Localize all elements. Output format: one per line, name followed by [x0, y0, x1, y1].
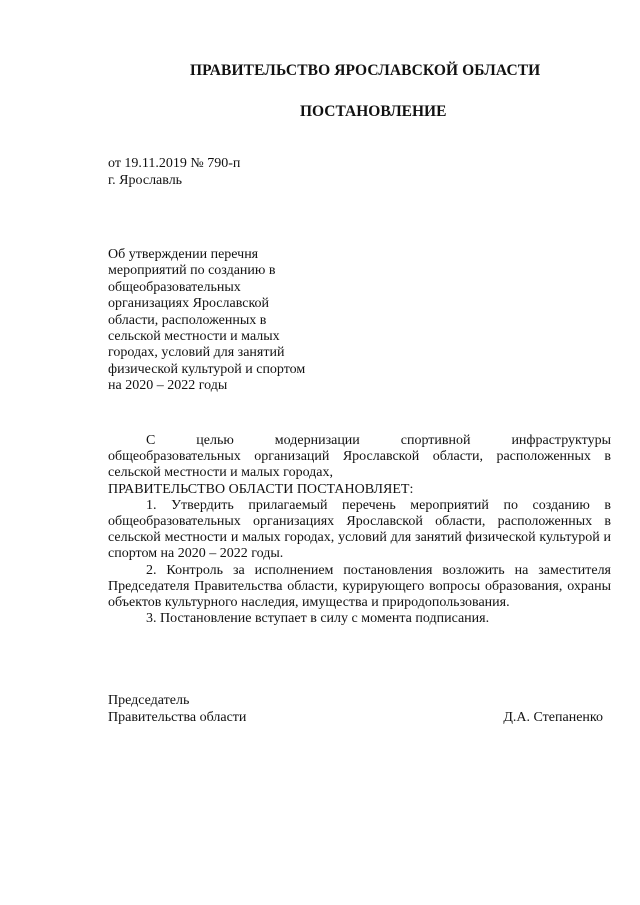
preamble-paragraph: общеобразовательных организаций Ярославской области, расположенных в сельской местности и малых городах,: [108, 449, 611, 481]
subject-line: мероприятий по созданию в: [108, 263, 276, 279]
issue-city: г. Ярославль: [108, 173, 183, 188]
preamble-first-line: [108, 433, 611, 449]
decree-item-3: 3. Постановление вступает в силу с момента подписания.: [146, 611, 490, 627]
date-and-number: от 19.11.2019 № 790-п: [108, 156, 241, 171]
signatory-name: Д.А. Степаненко: [503, 710, 603, 725]
signature-row: [108, 709, 611, 726]
subject-line: общеобразовательных: [108, 279, 241, 295]
signatory-title-line1: Председатель: [108, 693, 190, 708]
document-meta: [108, 155, 240, 189]
subject-line: области, расположенных в: [108, 312, 267, 328]
decree-item-1: 1. Утвердить прилагаемый перечень мероприятий по созданию в общеобразовательных организациях Ярославской области, расположенных в сельской местности и малых городах, условий для занятий физической культурой и спортом на 2020 – 2022 годы.: [108, 497, 611, 562]
organization-title: ПРАВИТЕЛЬСТВО ЯРОСЛАВСКОЙ ОБЛАСТИ: [190, 62, 541, 79]
document-type-heading: ПОСТАНОВЛЕНИЕ: [300, 103, 447, 120]
subject-line: организациях Ярославской: [108, 296, 270, 312]
decree-item-2: 2. Контроль за исполнением постановления возложить на заместителя Председателя Правительства области, курирующего вопросы образования, охраны объектов культурного наследия, имущества и природопользования.: [108, 562, 611, 611]
preamble-word: спортивной: [400, 433, 471, 448]
signatory-title-line2: Правительства области: [108, 710, 247, 725]
preamble-word: целью: [196, 433, 234, 448]
signature-block: [108, 692, 611, 726]
subject-line: Об утверждении перечня: [108, 247, 259, 262]
document-body: [108, 433, 611, 627]
preamble-word: инфраструктуры: [511, 433, 611, 448]
subject-line: на 2020 – 2022 годы: [108, 378, 228, 394]
subject-line: городах, условий для занятий: [108, 345, 285, 361]
preamble-word: С: [146, 433, 156, 448]
decree-statement: ПРАВИТЕЛЬСТВО ОБЛАСТИ ПОСТАНОВЛЯЕТ:: [108, 481, 414, 497]
preamble-word: модернизации: [274, 433, 360, 448]
document-subject: [108, 247, 338, 395]
subject-line: сельской местности и малых: [108, 329, 280, 345]
subject-line: физической культурой и спортом: [108, 361, 306, 377]
